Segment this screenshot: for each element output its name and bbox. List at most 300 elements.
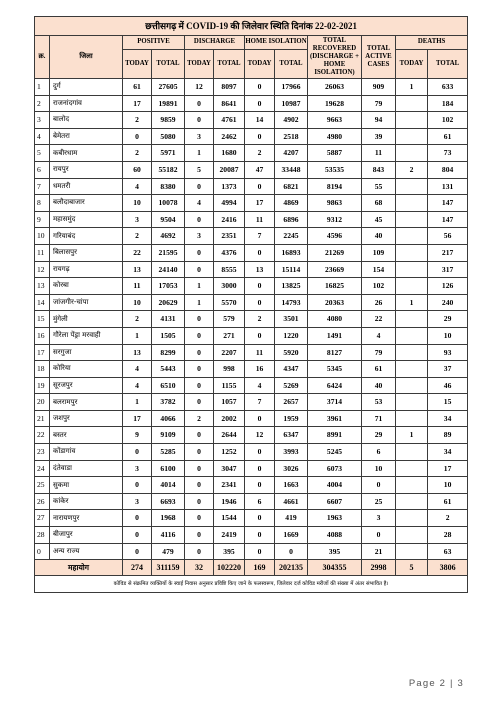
cell-positive-total: 9109 xyxy=(152,427,185,444)
cell-district: बस्तर xyxy=(50,427,123,444)
cell-serial: 27 xyxy=(35,510,50,527)
cell-serial: 14 xyxy=(35,294,50,311)
total-discharge-total: 102220 xyxy=(214,560,245,576)
cell-discharge-today: 0 xyxy=(185,460,214,477)
cell-discharge-total: 271 xyxy=(214,327,245,344)
subheader-discharge-today: TODAY xyxy=(185,50,214,79)
cell-positive-today: 0 xyxy=(123,477,152,494)
table-row xyxy=(35,543,468,560)
cell-serial: 12 xyxy=(35,261,50,278)
page-title: छत्तीसगढ़ में COVID-19 की जिलेवार स्थिति दिनांक 22-02-2021 xyxy=(35,17,468,36)
district-rows xyxy=(35,79,468,560)
cell-serial: 10 xyxy=(35,228,50,245)
cell-deaths-total: 34 xyxy=(428,444,468,461)
cell-positive-total: 4116 xyxy=(152,527,185,544)
table-row xyxy=(35,161,468,178)
cell-home-isolation-total: 6347 xyxy=(275,427,308,444)
cell-deaths-total: 131 xyxy=(428,178,468,195)
cell-deaths-today xyxy=(396,493,428,510)
table-row xyxy=(35,112,468,129)
cell-total-active: 25 xyxy=(362,493,396,510)
cell-serial: 17 xyxy=(35,344,50,361)
cell-home-isolation-today: 14 xyxy=(245,112,275,129)
subheader-discharge-total: TOTAL xyxy=(214,50,245,79)
cell-home-isolation-total: 2245 xyxy=(275,228,308,245)
cell-serial: 16 xyxy=(35,327,50,344)
cell-home-isolation-total: 4869 xyxy=(275,195,308,212)
cell-home-isolation-today: 0 xyxy=(245,178,275,195)
cell-total-active: 843 xyxy=(362,161,396,178)
table-row xyxy=(35,460,468,477)
cell-discharge-total: 3000 xyxy=(214,278,245,295)
cell-district: अन्य राज्य xyxy=(50,543,123,560)
cell-district: कोरिया xyxy=(50,361,123,378)
cell-total-recovered: 19628 xyxy=(308,95,362,112)
table-row xyxy=(35,95,468,112)
cell-home-isolation-today: 0 xyxy=(245,278,275,295)
cell-discharge-total: 4761 xyxy=(214,112,245,129)
cell-total-active: 39 xyxy=(362,128,396,145)
total-positive-today: 274 xyxy=(123,560,152,576)
cell-district: बिलासपुर xyxy=(50,244,123,261)
cell-total-recovered: 4596 xyxy=(308,228,362,245)
cell-positive-total: 4692 xyxy=(152,228,185,245)
cell-discharge-today: 0 xyxy=(185,394,214,411)
cell-discharge-today: 3 xyxy=(185,228,214,245)
cell-district: जांजगीर-चांपा xyxy=(50,294,123,311)
table-row xyxy=(35,493,468,510)
cell-total-active: 4 xyxy=(362,327,396,344)
cell-positive-total: 4014 xyxy=(152,477,185,494)
table-row xyxy=(35,427,468,444)
cell-district: कांकेर xyxy=(50,493,123,510)
cell-home-isolation-total: 14793 xyxy=(275,294,308,311)
cell-deaths-total: 317 xyxy=(428,261,468,278)
cell-positive-total: 5971 xyxy=(152,145,185,162)
cell-district: नारायणपुर xyxy=(50,510,123,527)
cell-discharge-today: 0 xyxy=(185,427,214,444)
cell-positive-total: 1505 xyxy=(152,327,185,344)
cell-discharge-total: 998 xyxy=(214,361,245,378)
grand-total-label: महायोग xyxy=(35,560,123,576)
cell-deaths-today xyxy=(396,327,428,344)
cell-positive-total: 20629 xyxy=(152,294,185,311)
table-row xyxy=(35,195,468,212)
table-row xyxy=(35,311,468,328)
cell-discharge-today: 0 xyxy=(185,178,214,195)
cell-serial: 4 xyxy=(35,128,50,145)
cell-positive-today: 3 xyxy=(123,211,152,228)
cell-deaths-total: 147 xyxy=(428,195,468,212)
cell-discharge-total: 2341 xyxy=(214,477,245,494)
cell-positive-total: 4131 xyxy=(152,311,185,328)
cell-deaths-total: 56 xyxy=(428,228,468,245)
cell-home-isolation-total: 2657 xyxy=(275,394,308,411)
total-recovered: 304355 xyxy=(308,560,362,576)
cell-total-active: 10 xyxy=(362,460,396,477)
cell-district: बेमेतरा xyxy=(50,128,123,145)
cell-positive-total: 8380 xyxy=(152,178,185,195)
cell-deaths-total: 184 xyxy=(428,95,468,112)
cell-deaths-total: 10 xyxy=(428,327,468,344)
cell-total-recovered: 16825 xyxy=(308,278,362,295)
cell-deaths-total: 61 xyxy=(428,493,468,510)
cell-discharge-total: 2207 xyxy=(214,344,245,361)
cell-home-isolation-total: 6821 xyxy=(275,178,308,195)
cell-home-isolation-total: 1959 xyxy=(275,410,308,427)
cell-discharge-today: 0 xyxy=(185,261,214,278)
cell-deaths-today xyxy=(396,510,428,527)
cell-deaths-total: 633 xyxy=(428,79,468,96)
cell-discharge-total: 1680 xyxy=(214,145,245,162)
cell-total-recovered: 1963 xyxy=(308,510,362,527)
cell-positive-today: 61 xyxy=(123,79,152,96)
cell-total-active: 109 xyxy=(362,244,396,261)
cell-home-isolation-total: 3026 xyxy=(275,460,308,477)
table-row xyxy=(35,344,468,361)
cell-positive-total: 8299 xyxy=(152,344,185,361)
cell-discharge-total: 1155 xyxy=(214,377,245,394)
cell-home-isolation-total: 4207 xyxy=(275,145,308,162)
cell-total-active: 53 xyxy=(362,394,396,411)
cell-deaths-today xyxy=(396,361,428,378)
cell-home-isolation-total: 16893 xyxy=(275,244,308,261)
cell-deaths-total: 89 xyxy=(428,427,468,444)
cell-total-recovered: 5245 xyxy=(308,444,362,461)
cell-total-recovered: 9663 xyxy=(308,112,362,129)
cell-discharge-today: 0 xyxy=(185,311,214,328)
total-home-isolation-today: 169 xyxy=(245,560,275,576)
cell-district: सरगुजा xyxy=(50,344,123,361)
table-row xyxy=(35,527,468,544)
table-row xyxy=(35,278,468,295)
cell-discharge-total: 1946 xyxy=(214,493,245,510)
cell-deaths-today xyxy=(396,145,428,162)
cell-positive-today: 11 xyxy=(123,278,152,295)
cell-home-isolation-total: 5269 xyxy=(275,377,308,394)
cell-district: धमतरी xyxy=(50,178,123,195)
cell-deaths-today xyxy=(396,195,428,212)
cell-deaths-total: 28 xyxy=(428,527,468,544)
cell-home-isolation-today: 0 xyxy=(245,444,275,461)
cell-home-isolation-today: 2 xyxy=(245,145,275,162)
cell-deaths-total: 10 xyxy=(428,477,468,494)
cell-positive-total: 19891 xyxy=(152,95,185,112)
cell-home-isolation-total: 4902 xyxy=(275,112,308,129)
cell-serial: 26 xyxy=(35,493,50,510)
district-status-sheet xyxy=(34,16,467,593)
cell-discharge-today: 0 xyxy=(185,510,214,527)
cell-home-isolation-today: 0 xyxy=(245,543,275,560)
cell-deaths-total: 240 xyxy=(428,294,468,311)
cell-positive-today: 1 xyxy=(123,394,152,411)
cell-district: सूरजपुर xyxy=(50,377,123,394)
cell-home-isolation-total: 1220 xyxy=(275,327,308,344)
cell-positive-total: 6693 xyxy=(152,493,185,510)
cell-deaths-today xyxy=(396,128,428,145)
cell-deaths-today: 1 xyxy=(396,427,428,444)
cell-discharge-today: 0 xyxy=(185,377,214,394)
cell-home-isolation-today: 12 xyxy=(245,427,275,444)
cell-district: कबीरधाम xyxy=(50,145,123,162)
cell-total-active: 6 xyxy=(362,444,396,461)
cell-serial: 21 xyxy=(35,410,50,427)
cell-district: रायगढ़ xyxy=(50,261,123,278)
cell-home-isolation-total: 10987 xyxy=(275,95,308,112)
cell-serial: 19 xyxy=(35,377,50,394)
cell-deaths-total: 61 xyxy=(428,128,468,145)
cell-serial: 5 xyxy=(35,145,50,162)
header-home-isolation: HOME ISOLATION xyxy=(245,36,308,50)
cell-home-isolation-today: 0 xyxy=(245,510,275,527)
cell-total-recovered: 53535 xyxy=(308,161,362,178)
table-row xyxy=(35,178,468,195)
cell-discharge-today: 1 xyxy=(185,278,214,295)
cell-discharge-today: 0 xyxy=(185,344,214,361)
cell-home-isolation-total: 33448 xyxy=(275,161,308,178)
cell-discharge-today: 0 xyxy=(185,493,214,510)
cell-positive-total: 1968 xyxy=(152,510,185,527)
cell-total-active: 3 xyxy=(362,510,396,527)
cell-serial: 22 xyxy=(35,427,50,444)
cell-total-active: 11 xyxy=(362,145,396,162)
cell-deaths-total: 17 xyxy=(428,460,468,477)
cell-serial: 1 xyxy=(35,79,50,96)
cell-deaths-today xyxy=(396,460,428,477)
cell-home-isolation-today: 0 xyxy=(245,244,275,261)
cell-total-recovered: 4980 xyxy=(308,128,362,145)
cell-district: गौरेला पेंड्रा मरवाही xyxy=(50,327,123,344)
cell-discharge-today: 0 xyxy=(185,527,214,544)
cell-deaths-today xyxy=(396,261,428,278)
cell-total-recovered: 4004 xyxy=(308,477,362,494)
cell-discharge-total: 579 xyxy=(214,311,245,328)
cell-positive-total: 27605 xyxy=(152,79,185,96)
cell-home-isolation-total: 6896 xyxy=(275,211,308,228)
table-row xyxy=(35,444,468,461)
cell-discharge-today: 2 xyxy=(185,410,214,427)
cell-serial: 7 xyxy=(35,178,50,195)
cell-discharge-today: 0 xyxy=(185,477,214,494)
cell-deaths-total: 73 xyxy=(428,145,468,162)
cell-discharge-total: 1373 xyxy=(214,178,245,195)
cell-discharge-today: 0 xyxy=(185,112,214,129)
cell-total-active: 68 xyxy=(362,195,396,212)
table-row xyxy=(35,244,468,261)
cell-home-isolation-today: 0 xyxy=(245,95,275,112)
header-deaths: DEATHS xyxy=(396,36,468,50)
cell-serial: 25 xyxy=(35,477,50,494)
cell-deaths-total: 2 xyxy=(428,510,468,527)
cell-deaths-today xyxy=(396,377,428,394)
cell-serial: 20 xyxy=(35,394,50,411)
cell-serial: 24 xyxy=(35,460,50,477)
cell-total-active: 71 xyxy=(362,410,396,427)
cell-positive-total: 6100 xyxy=(152,460,185,477)
header-serial: क्र. xyxy=(35,36,50,79)
cell-total-recovered: 6073 xyxy=(308,460,362,477)
cell-positive-today: 4 xyxy=(123,178,152,195)
cell-deaths-total: 15 xyxy=(428,394,468,411)
cell-total-active: 79 xyxy=(362,95,396,112)
cell-positive-today: 4 xyxy=(123,361,152,378)
cell-positive-total: 10078 xyxy=(152,195,185,212)
footnote: कोविड से संक्रमित व्यक्तियों के स्वाई निवास अनुसार प्रविष्टि किए जाने के फलस्वरूप, जिलेवार दर्ज कोविड मरीजों की संख्या में अंतर संभावित है। xyxy=(35,576,468,593)
cell-deaths-today xyxy=(396,228,428,245)
cell-discharge-total: 1252 xyxy=(214,444,245,461)
cell-total-active: 61 xyxy=(362,361,396,378)
table-row xyxy=(35,261,468,278)
header-total-recovered: TOTAL RECOVERED (DISCHARGE + HOME ISOLATION) xyxy=(308,36,362,79)
cell-deaths-today xyxy=(396,444,428,461)
cell-home-isolation-today: 0 xyxy=(245,294,275,311)
cell-discharge-today: 1 xyxy=(185,294,214,311)
table-row xyxy=(35,327,468,344)
cell-positive-today: 17 xyxy=(123,95,152,112)
cell-positive-today: 2 xyxy=(123,228,152,245)
cell-serial: 11 xyxy=(35,244,50,261)
cell-home-isolation-total: 4347 xyxy=(275,361,308,378)
cell-district: बलौदाबाजार xyxy=(50,195,123,212)
cell-home-isolation-total: 4661 xyxy=(275,493,308,510)
header-total-active: TOTAL ACTIVE CASES xyxy=(362,36,396,79)
table-row xyxy=(35,211,468,228)
cell-serial: 3 xyxy=(35,112,50,129)
cell-positive-today: 10 xyxy=(123,195,152,212)
covid-district-table xyxy=(34,16,468,593)
cell-total-active: 79 xyxy=(362,344,396,361)
cell-serial: 23 xyxy=(35,444,50,461)
table-row xyxy=(35,145,468,162)
cell-home-isolation-total: 1663 xyxy=(275,477,308,494)
cell-total-recovered: 3961 xyxy=(308,410,362,427)
cell-positive-today: 0 xyxy=(123,444,152,461)
cell-home-isolation-today: 0 xyxy=(245,527,275,544)
cell-serial: 9 xyxy=(35,211,50,228)
cell-district: रायपुर xyxy=(50,161,123,178)
cell-deaths-total: 34 xyxy=(428,410,468,427)
cell-district: जशपुर xyxy=(50,410,123,427)
cell-positive-today: 2 xyxy=(123,112,152,129)
cell-positive-total: 21595 xyxy=(152,244,185,261)
cell-home-isolation-today: 2 xyxy=(245,311,275,328)
cell-home-isolation-today: 7 xyxy=(245,228,275,245)
cell-serial: 6 xyxy=(35,161,50,178)
cell-positive-today: 3 xyxy=(123,493,152,510)
cell-positive-today: 13 xyxy=(123,261,152,278)
cell-total-active: 102 xyxy=(362,278,396,295)
cell-home-isolation-today: 6 xyxy=(245,493,275,510)
cell-total-recovered: 20363 xyxy=(308,294,362,311)
cell-discharge-today: 1 xyxy=(185,145,214,162)
table-row xyxy=(35,294,468,311)
cell-home-isolation-today: 4 xyxy=(245,377,275,394)
cell-positive-total: 55182 xyxy=(152,161,185,178)
cell-home-isolation-today: 11 xyxy=(245,344,275,361)
cell-positive-today: 0 xyxy=(123,543,152,560)
cell-deaths-today xyxy=(396,527,428,544)
cell-total-active: 154 xyxy=(362,261,396,278)
subheader-home-isolation-today: TODAY xyxy=(245,50,275,79)
cell-home-isolation-today: 0 xyxy=(245,327,275,344)
table-row xyxy=(35,361,468,378)
cell-positive-total: 4066 xyxy=(152,410,185,427)
subheader-deaths-today: TODAY xyxy=(396,50,428,79)
cell-serial: 13 xyxy=(35,278,50,295)
cell-total-active: 40 xyxy=(362,377,396,394)
cell-home-isolation-today: 0 xyxy=(245,460,275,477)
cell-positive-today: 3 xyxy=(123,460,152,477)
cell-serial: 0 xyxy=(35,543,50,560)
cell-deaths-today: 1 xyxy=(396,79,428,96)
cell-total-recovered: 395 xyxy=(308,543,362,560)
cell-home-isolation-total: 5920 xyxy=(275,344,308,361)
cell-discharge-total: 2419 xyxy=(214,527,245,544)
cell-total-recovered: 6607 xyxy=(308,493,362,510)
cell-deaths-total: 126 xyxy=(428,278,468,295)
cell-total-active: 29 xyxy=(362,427,396,444)
cell-total-active: 909 xyxy=(362,79,396,96)
cell-positive-total: 17053 xyxy=(152,278,185,295)
cell-total-recovered: 8127 xyxy=(308,344,362,361)
cell-total-recovered: 8194 xyxy=(308,178,362,195)
cell-district: गरियाबंद xyxy=(50,228,123,245)
cell-discharge-total: 2462 xyxy=(214,128,245,145)
cell-serial: 15 xyxy=(35,311,50,328)
cell-deaths-total: 37 xyxy=(428,361,468,378)
cell-positive-total: 5443 xyxy=(152,361,185,378)
cell-deaths-today: 1 xyxy=(396,294,428,311)
cell-deaths-today xyxy=(396,543,428,560)
cell-positive-today: 10 xyxy=(123,294,152,311)
cell-serial: 2 xyxy=(35,95,50,112)
cell-district: दंतेवाडा xyxy=(50,460,123,477)
cell-discharge-total: 8555 xyxy=(214,261,245,278)
cell-home-isolation-today: 0 xyxy=(245,79,275,96)
cell-deaths-total: 29 xyxy=(428,311,468,328)
cell-home-isolation-total: 2518 xyxy=(275,128,308,145)
cell-discharge-total: 2644 xyxy=(214,427,245,444)
cell-discharge-today: 0 xyxy=(185,95,214,112)
cell-discharge-today: 0 xyxy=(185,211,214,228)
cell-home-isolation-total: 3501 xyxy=(275,311,308,328)
total-home-isolation-total: 202135 xyxy=(275,560,308,576)
grand-total-row xyxy=(35,560,468,576)
cell-deaths-today xyxy=(396,311,428,328)
cell-deaths-today xyxy=(396,244,428,261)
subheader-positive-today: TODAY xyxy=(123,50,152,79)
cell-deaths-today xyxy=(396,477,428,494)
cell-positive-today: 13 xyxy=(123,344,152,361)
cell-positive-total: 5285 xyxy=(152,444,185,461)
cell-positive-today: 2 xyxy=(123,145,152,162)
cell-deaths-today xyxy=(396,344,428,361)
cell-district: बलरामपुर xyxy=(50,394,123,411)
cell-home-isolation-total: 1669 xyxy=(275,527,308,544)
cell-positive-total: 479 xyxy=(152,543,185,560)
cell-deaths-total: 46 xyxy=(428,377,468,394)
cell-discharge-total: 1544 xyxy=(214,510,245,527)
cell-discharge-total: 395 xyxy=(214,543,245,560)
cell-total-recovered: 3714 xyxy=(308,394,362,411)
cell-discharge-total: 4376 xyxy=(214,244,245,261)
cell-district: कोंडागांव xyxy=(50,444,123,461)
cell-deaths-today: 2 xyxy=(396,161,428,178)
total-discharge-today: 32 xyxy=(185,560,214,576)
cell-total-recovered: 6424 xyxy=(308,377,362,394)
cell-home-isolation-today: 0 xyxy=(245,410,275,427)
cell-total-active: 40 xyxy=(362,228,396,245)
